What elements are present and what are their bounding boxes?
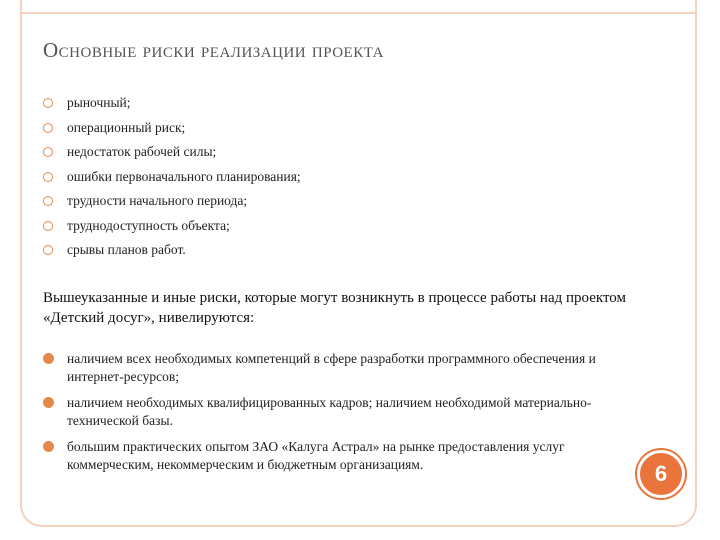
filled-bullet-icon (43, 441, 54, 452)
list-item (43, 394, 643, 430)
list-item (43, 350, 643, 386)
mitigation-text: наличием всех необходимых компетенций в сфере разработки программного обеспечения и интернет-ресурсов; (67, 351, 596, 384)
circle-bullet-icon (43, 123, 53, 133)
list-item (43, 144, 301, 169)
list-item (43, 169, 301, 194)
mitigation-text: наличием необходимых квалифицированных кадров; наличием необходимой материально-технической базы. (67, 395, 592, 428)
risk-text: рыночный; (67, 95, 131, 110)
risk-text: операционный риск; (67, 119, 186, 135)
list-item (43, 95, 301, 120)
risk-text: трудности начального периода; (67, 193, 248, 208)
list-item (43, 193, 301, 218)
risk-text: срывы планов работ. (67, 242, 186, 257)
risk-text: недостаток рабочей силы; (67, 144, 217, 159)
circle-bullet-icon (43, 245, 53, 255)
risk-text: труднодоступность объекта; (67, 217, 230, 233)
intro-paragraph: Вышеуказанные и иные риски, которые могут возникнуть в процессе работы над проектом «Детский досуг», нивелируются: (43, 290, 627, 326)
filled-bullet-icon (43, 397, 54, 408)
circle-bullet-icon (43, 196, 53, 206)
page-number-badge: 6 (637, 450, 685, 498)
circle-bullet-icon (43, 98, 53, 108)
list-item (43, 242, 301, 267)
circle-bullet-icon (43, 172, 53, 182)
circle-bullet-icon (43, 147, 53, 157)
filled-bullet-icon (43, 353, 54, 364)
mitigation-list (43, 350, 643, 482)
list-item (43, 120, 301, 145)
mitigation-text: большим практических опытом ЗАО «Калуга Астрал» на рынке предоставления услуг коммерческим, некоммерческим и бюджетным организациям. (67, 439, 565, 472)
risk-text: ошибки первоначального планирования; (67, 168, 301, 184)
list-item (43, 218, 301, 243)
slide-title: Основные риски реализации проекта (43, 38, 384, 62)
risk-list (43, 95, 301, 267)
list-item (43, 438, 643, 474)
circle-bullet-icon (43, 221, 53, 231)
